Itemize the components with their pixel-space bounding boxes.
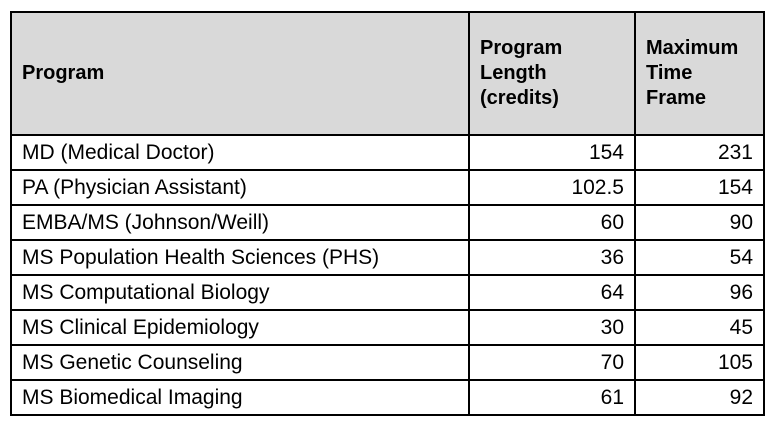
cell-length: 102.5 <box>469 170 635 205</box>
program-credits-table <box>10 11 765 416</box>
cell-program: MS Clinical Epidemiology <box>11 310 469 345</box>
cell-program: MS Genetic Counseling <box>11 345 469 380</box>
header-program-length-line1: Program <box>480 37 563 59</box>
cell-program: MS Biomedical Imaging <box>11 380 469 415</box>
cell-length: 36 <box>469 240 635 275</box>
cell-program: EMBA/MS (Johnson/Weill) <box>11 205 469 240</box>
cell-length: 30 <box>469 310 635 345</box>
cell-program: MD (Medical Doctor) <box>11 135 469 170</box>
cell-program: PA (Physician Assistant) <box>11 170 469 205</box>
cell-max-time: 92 <box>635 380 764 415</box>
table-row <box>11 135 764 170</box>
cell-max-time: 154 <box>635 170 764 205</box>
header-maximum-time-frame-line1: Maximum <box>646 37 739 59</box>
header-program-length-line2: Length <box>480 62 547 84</box>
cell-max-time: 90 <box>635 205 764 240</box>
table-row <box>11 240 764 275</box>
cell-max-time: 54 <box>635 240 764 275</box>
cell-program: MS Computational Biology <box>11 275 469 310</box>
header-program: Program <box>11 12 469 135</box>
cell-length: 61 <box>469 380 635 415</box>
table-row <box>11 205 764 240</box>
cell-program: MS Population Health Sciences (PHS) <box>11 240 469 275</box>
cell-length: 60 <box>469 205 635 240</box>
cell-max-time: 231 <box>635 135 764 170</box>
header-maximum-time-frame <box>635 12 764 135</box>
table-row <box>11 345 764 380</box>
cell-length: 70 <box>469 345 635 380</box>
cell-length: 154 <box>469 135 635 170</box>
table-body <box>11 135 764 415</box>
cell-length: 64 <box>469 275 635 310</box>
cell-max-time: 105 <box>635 345 764 380</box>
table-row <box>11 310 764 345</box>
header-maximum-time-frame-line2: Time <box>646 62 693 84</box>
cell-max-time: 45 <box>635 310 764 345</box>
header-program-length <box>469 12 635 135</box>
table-row <box>11 275 764 310</box>
header-maximum-time-frame-line3: Frame <box>646 87 707 109</box>
cell-max-time: 96 <box>635 275 764 310</box>
table-header <box>11 12 764 135</box>
table-row <box>11 170 764 205</box>
header-program-length-line3: (credits) <box>480 87 559 109</box>
table-row <box>11 380 764 415</box>
header-row <box>11 12 764 135</box>
